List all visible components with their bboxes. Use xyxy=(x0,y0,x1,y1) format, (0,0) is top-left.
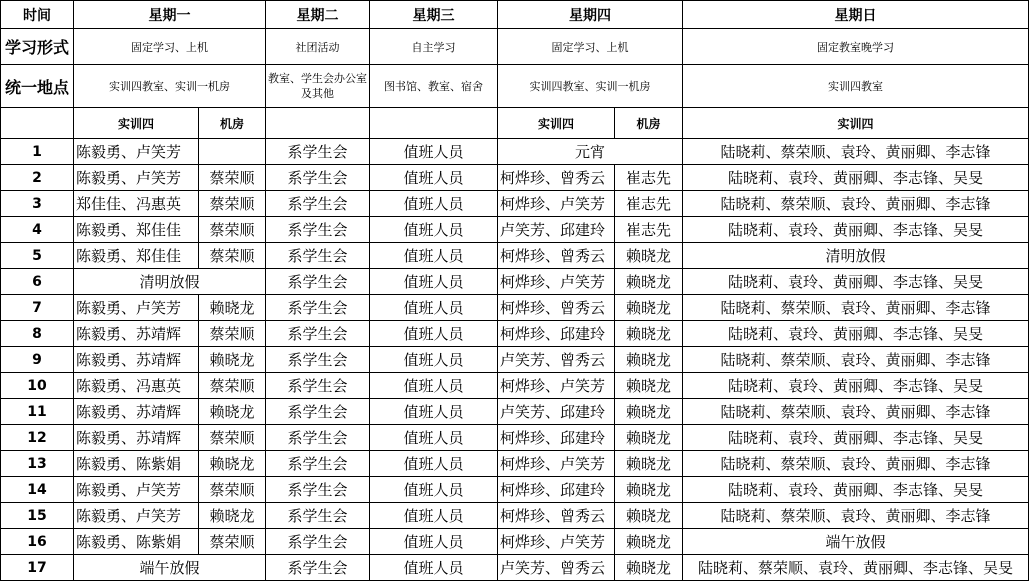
table-row xyxy=(1,269,1029,295)
thursday-room-cell: 卢笑芳、曾秀云 xyxy=(498,555,615,581)
monday-lab-cell: 蔡荣顺 xyxy=(199,321,266,347)
table-row xyxy=(1,321,1029,347)
table-row xyxy=(1,347,1029,373)
table-row xyxy=(1,243,1029,269)
sunday-cell: 陆晓莉、蔡荣顺、袁玲、黄丽卿、李志锋 xyxy=(683,191,1029,217)
header-sunday: 星期日 xyxy=(683,1,1029,29)
location-label: 统一地点 xyxy=(1,65,74,108)
study-form-wednesday: 自主学习 xyxy=(370,29,498,65)
thursday-room-cell: 柯烨珍、卢笑芳 xyxy=(498,269,615,295)
row-number: 13 xyxy=(1,451,74,477)
tuesday-cell: 系学生会 xyxy=(266,399,370,425)
wednesday-cell: 值班人员 xyxy=(370,477,498,503)
thursday-room-cell: 柯烨珍、卢笑芳 xyxy=(498,191,615,217)
row-number: 6 xyxy=(1,269,74,295)
location-row xyxy=(1,65,1029,108)
monday-holiday-cell: 清明放假 xyxy=(74,269,266,295)
monday-lab-cell: 赖晓龙 xyxy=(199,451,266,477)
table-row xyxy=(1,451,1029,477)
monday-room-cell: 陈毅勇、陈紫娟 xyxy=(74,529,199,555)
table-row xyxy=(1,555,1029,581)
monday-room-cell: 陈毅勇、苏靖辉 xyxy=(74,399,199,425)
monday-room-cell: 陈毅勇、苏靖辉 xyxy=(74,347,199,373)
thursday-lab-cell: 赖晓龙 xyxy=(615,321,683,347)
row-number: 14 xyxy=(1,477,74,503)
thursday-room-cell: 柯烨珍、卢笑芳 xyxy=(498,529,615,555)
monday-holiday-cell: 端午放假 xyxy=(74,555,266,581)
wednesday-cell: 值班人员 xyxy=(370,555,498,581)
sunday-cell: 陆晓莉、袁玲、黄丽卿、李志锋、吴旻 xyxy=(683,373,1029,399)
thursday-lab-cell: 赖晓龙 xyxy=(615,503,683,529)
wednesday-cell: 值班人员 xyxy=(370,269,498,295)
header-row xyxy=(1,1,1029,29)
row-number: 5 xyxy=(1,243,74,269)
wednesday-cell: 值班人员 xyxy=(370,529,498,555)
sunday-cell: 陆晓莉、袁玲、黄丽卿、李志锋、吴旻 xyxy=(683,269,1029,295)
thursday-room-cell: 卢笑芳、邱建玲 xyxy=(498,217,615,243)
thursday-room-cell: 柯烨珍、卢笑芳 xyxy=(498,451,615,477)
monday-room-cell: 陈毅勇、卢笑芳 xyxy=(74,295,199,321)
monday-lab-cell xyxy=(199,139,266,165)
row-number: 11 xyxy=(1,399,74,425)
thursday-lab-cell: 赖晓龙 xyxy=(615,243,683,269)
monday-room-cell: 陈毅勇、郑佳佳 xyxy=(74,243,199,269)
location-tuesday: 教室、学生会办公室及其他 xyxy=(266,65,370,108)
wednesday-cell: 值班人员 xyxy=(370,321,498,347)
monday-lab-cell: 蔡荣顺 xyxy=(199,425,266,451)
thursday-room-cell: 柯烨珍、曾秀云 xyxy=(498,243,615,269)
monday-room-cell: 郑佳佳、冯惠英 xyxy=(74,191,199,217)
wednesday-cell: 值班人员 xyxy=(370,503,498,529)
monday-room-cell: 陈毅勇、卢笑芳 xyxy=(74,503,199,529)
location-wednesday: 图书馆、教室、宿舍 xyxy=(370,65,498,108)
table-row xyxy=(1,373,1029,399)
monday-lab-cell: 蔡荣顺 xyxy=(199,529,266,555)
study-form-tuesday: 社团活动 xyxy=(266,29,370,65)
monday-room-cell: 陈毅勇、陈紫娟 xyxy=(74,451,199,477)
thursday-lab-cell: 赖晓龙 xyxy=(615,269,683,295)
sunday-cell: 清明放假 xyxy=(683,243,1029,269)
monday-room-cell: 陈毅勇、苏靖辉 xyxy=(74,425,199,451)
sunday-cell: 陆晓莉、蔡荣顺、袁玲、黄丽卿、李志锋 xyxy=(683,503,1029,529)
subheader-tuesday-empty xyxy=(266,108,370,139)
wednesday-cell: 值班人员 xyxy=(370,139,498,165)
thursday-room-cell: 柯烨珍、曾秀云 xyxy=(498,295,615,321)
wednesday-cell: 值班人员 xyxy=(370,295,498,321)
tuesday-cell: 系学生会 xyxy=(266,139,370,165)
tuesday-cell: 系学生会 xyxy=(266,217,370,243)
monday-lab-cell: 蔡荣顺 xyxy=(199,165,266,191)
subheader-monday-room: 实训四 xyxy=(74,108,199,139)
sunday-cell: 陆晓莉、袁玲、黄丽卿、李志锋、吴旻 xyxy=(683,425,1029,451)
tuesday-cell: 系学生会 xyxy=(266,321,370,347)
thursday-lab-cell: 赖晓龙 xyxy=(615,425,683,451)
study-form-sunday: 固定教室晚学习 xyxy=(683,29,1029,65)
table-row xyxy=(1,217,1029,243)
sunday-cell: 陆晓莉、袁玲、黄丽卿、李志锋、吴旻 xyxy=(683,217,1029,243)
row-number: 15 xyxy=(1,503,74,529)
tuesday-cell: 系学生会 xyxy=(266,555,370,581)
monday-lab-cell: 赖晓龙 xyxy=(199,295,266,321)
study-form-label: 学习形式 xyxy=(1,29,74,65)
monday-room-cell: 陈毅勇、冯惠英 xyxy=(74,373,199,399)
tuesday-cell: 系学生会 xyxy=(266,425,370,451)
sunday-cell: 陆晓莉、蔡荣顺、袁玲、黄丽卿、李志锋 xyxy=(683,451,1029,477)
monday-lab-cell: 蔡荣顺 xyxy=(199,217,266,243)
tuesday-cell: 系学生会 xyxy=(266,269,370,295)
header-time: 时间 xyxy=(1,1,74,29)
tuesday-cell: 系学生会 xyxy=(266,295,370,321)
row-number: 1 xyxy=(1,139,74,165)
row-number: 2 xyxy=(1,165,74,191)
wednesday-cell: 值班人员 xyxy=(370,425,498,451)
monday-room-cell: 陈毅勇、卢笑芳 xyxy=(74,477,199,503)
sunday-cell: 陆晓莉、蔡荣顺、袁玲、黄丽卿、李志锋 xyxy=(683,139,1029,165)
thursday-room-cell: 柯烨珍、曾秀云 xyxy=(498,165,615,191)
tuesday-cell: 系学生会 xyxy=(266,529,370,555)
monday-room-cell: 陈毅勇、卢笑芳 xyxy=(74,165,199,191)
thursday-room-cell: 卢笑芳、邱建玲 xyxy=(498,399,615,425)
sunday-cell: 陆晓莉、蔡荣顺、袁玲、黄丽卿、李志锋 xyxy=(683,347,1029,373)
monday-lab-cell: 赖晓龙 xyxy=(199,503,266,529)
row-number: 17 xyxy=(1,555,74,581)
monday-room-cell: 陈毅勇、郑佳佳 xyxy=(74,217,199,243)
sunday-cell: 陆晓莉、袁玲、黄丽卿、李志锋、吴旻 xyxy=(683,321,1029,347)
monday-room-cell: 陈毅勇、卢笑芳 xyxy=(74,139,199,165)
monday-lab-cell: 赖晓龙 xyxy=(199,399,266,425)
thursday-lab-cell: 赖晓龙 xyxy=(615,477,683,503)
thursday-lab-cell: 赖晓龙 xyxy=(615,451,683,477)
row-number: 12 xyxy=(1,425,74,451)
thursday-room-cell: 柯烨珍、卢笑芳 xyxy=(498,373,615,399)
row-number: 7 xyxy=(1,295,74,321)
subheader-wednesday-empty xyxy=(370,108,498,139)
row-number: 4 xyxy=(1,217,74,243)
thursday-lab-cell: 崔志先 xyxy=(615,217,683,243)
subheader-monday-lab: 机房 xyxy=(199,108,266,139)
table-row xyxy=(1,425,1029,451)
row-number: 16 xyxy=(1,529,74,555)
tuesday-cell: 系学生会 xyxy=(266,451,370,477)
subheader-thursday-room: 实训四 xyxy=(498,108,615,139)
wednesday-cell: 值班人员 xyxy=(370,451,498,477)
table-row xyxy=(1,191,1029,217)
sunday-cell: 陆晓莉、蔡荣顺、袁玲、黄丽卿、李志锋 xyxy=(683,295,1029,321)
row-number: 3 xyxy=(1,191,74,217)
tuesday-cell: 系学生会 xyxy=(266,347,370,373)
subheader-row xyxy=(1,108,1029,139)
row-number: 9 xyxy=(1,347,74,373)
thursday-room-cell: 柯烨珍、邱建玲 xyxy=(498,477,615,503)
thursday-holiday-cell: 元宵 xyxy=(498,139,683,165)
tuesday-cell: 系学生会 xyxy=(266,503,370,529)
table-row xyxy=(1,139,1029,165)
thursday-lab-cell: 赖晓龙 xyxy=(615,373,683,399)
thursday-lab-cell: 赖晓龙 xyxy=(615,347,683,373)
study-form-thursday: 固定学习、上机 xyxy=(498,29,683,65)
thursday-lab-cell: 赖晓龙 xyxy=(615,529,683,555)
thursday-room-cell: 卢笑芳、曾秀云 xyxy=(498,347,615,373)
thursday-room-cell: 柯烨珍、曾秀云 xyxy=(498,503,615,529)
table-row xyxy=(1,529,1029,555)
wednesday-cell: 值班人员 xyxy=(370,243,498,269)
monday-lab-cell: 蔡荣顺 xyxy=(199,243,266,269)
row-number: 8 xyxy=(1,321,74,347)
tuesday-cell: 系学生会 xyxy=(266,243,370,269)
thursday-lab-cell: 赖晓龙 xyxy=(615,399,683,425)
wednesday-cell: 值班人员 xyxy=(370,217,498,243)
wednesday-cell: 值班人员 xyxy=(370,399,498,425)
monday-lab-cell: 蔡荣顺 xyxy=(199,373,266,399)
study-form-monday: 固定学习、上机 xyxy=(74,29,266,65)
thursday-room-cell: 柯烨珍、邱建玲 xyxy=(498,321,615,347)
header-monday: 星期一 xyxy=(74,1,266,29)
tuesday-cell: 系学生会 xyxy=(266,373,370,399)
header-thursday: 星期四 xyxy=(498,1,683,29)
monday-lab-cell: 赖晓龙 xyxy=(199,347,266,373)
tuesday-cell: 系学生会 xyxy=(266,477,370,503)
wednesday-cell: 值班人员 xyxy=(370,165,498,191)
sunday-cell: 陆晓莉、蔡荣顺、袁玲、黄丽卿、李志锋 xyxy=(683,399,1029,425)
sunday-cell: 端午放假 xyxy=(683,529,1029,555)
table-row xyxy=(1,477,1029,503)
header-tuesday: 星期二 xyxy=(266,1,370,29)
wednesday-cell: 值班人员 xyxy=(370,373,498,399)
row-number: 10 xyxy=(1,373,74,399)
subheader-sunday-room: 实训四 xyxy=(683,108,1029,139)
monday-room-cell: 陈毅勇、苏靖辉 xyxy=(74,321,199,347)
tuesday-cell: 系学生会 xyxy=(266,191,370,217)
monday-lab-cell: 蔡荣顺 xyxy=(199,191,266,217)
wednesday-cell: 值班人员 xyxy=(370,347,498,373)
thursday-room-cell: 柯烨珍、邱建玲 xyxy=(498,425,615,451)
thursday-lab-cell: 赖晓龙 xyxy=(615,295,683,321)
thursday-lab-cell: 赖晓龙 xyxy=(615,555,683,581)
subheader-thursday-lab: 机房 xyxy=(615,108,683,139)
wednesday-cell: 值班人员 xyxy=(370,191,498,217)
thursday-lab-cell: 崔志先 xyxy=(615,191,683,217)
tuesday-cell: 系学生会 xyxy=(266,165,370,191)
table-row xyxy=(1,295,1029,321)
location-sunday: 实训四教室 xyxy=(683,65,1029,108)
sunday-cell: 陆晓莉、袁玲、黄丽卿、李志锋、吴旻 xyxy=(683,165,1029,191)
sunday-cell: 陆晓莉、蔡荣顺、袁玲、黄丽卿、李志锋、吴旻 xyxy=(683,555,1029,581)
table-row xyxy=(1,503,1029,529)
header-wednesday: 星期三 xyxy=(370,1,498,29)
location-monday: 实训四教室、实训一机房 xyxy=(74,65,266,108)
table-row xyxy=(1,165,1029,191)
subheader-empty xyxy=(1,108,74,139)
location-thursday: 实训四教室、实训一机房 xyxy=(498,65,683,108)
monday-lab-cell: 蔡荣顺 xyxy=(199,477,266,503)
thursday-lab-cell: 崔志先 xyxy=(615,165,683,191)
sunday-cell: 陆晓莉、袁玲、黄丽卿、李志锋、吴旻 xyxy=(683,477,1029,503)
table-row xyxy=(1,399,1029,425)
study-form-row xyxy=(1,29,1029,65)
